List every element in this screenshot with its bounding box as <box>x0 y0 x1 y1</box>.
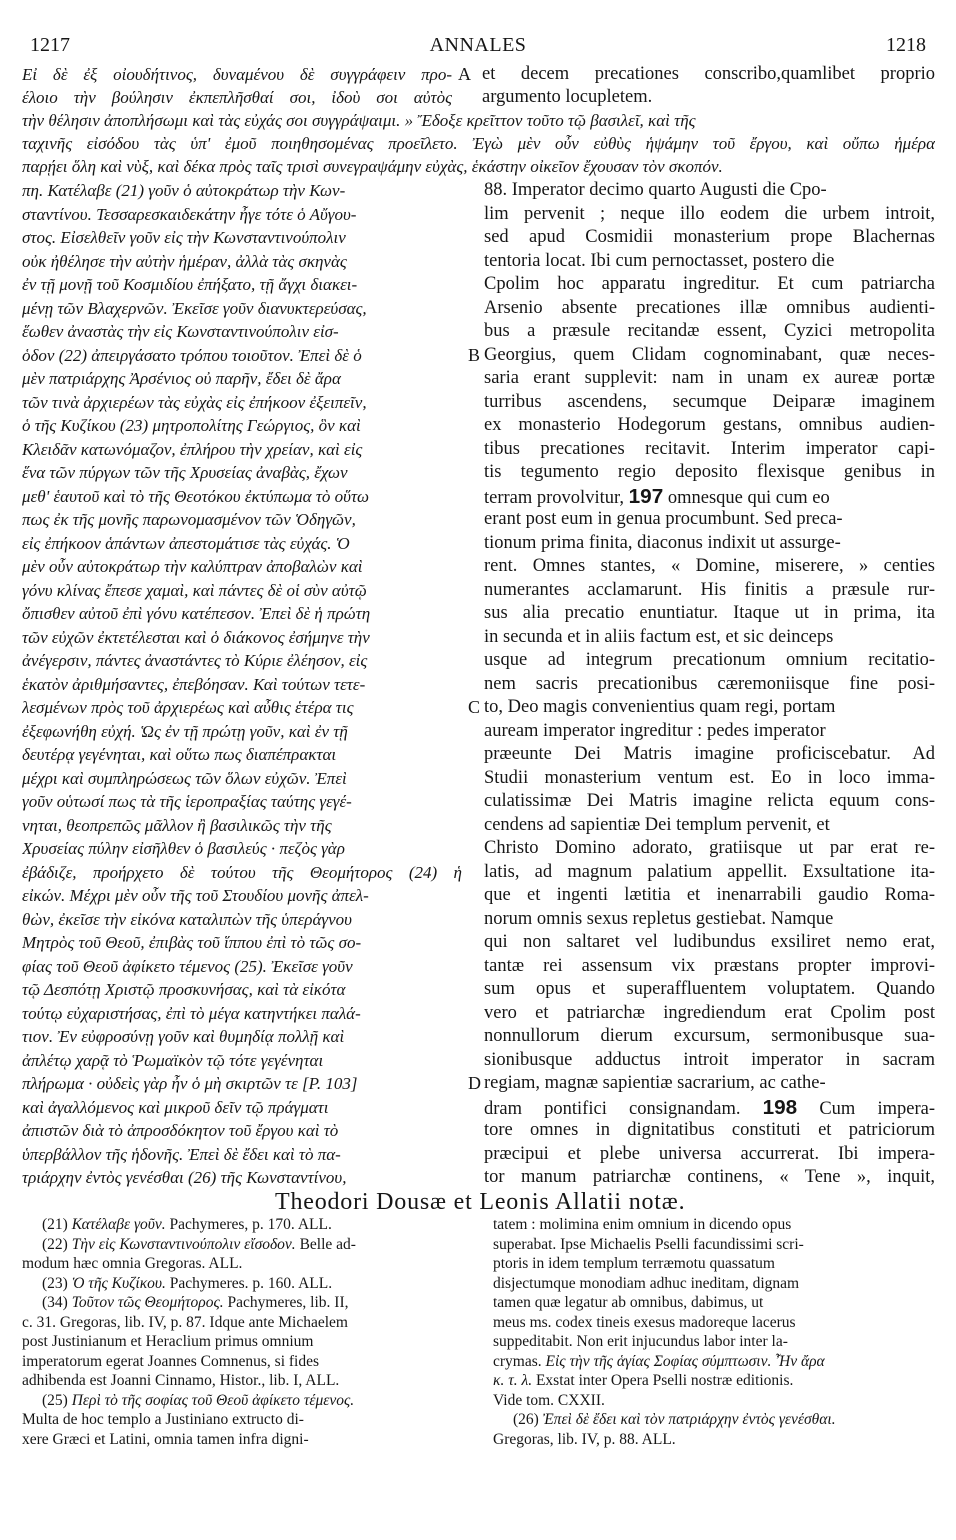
text-line: Studii monasterium ventum est. Eo in loco imma- <box>484 767 935 788</box>
text-line: saria erant supplevit: nam in unam ex aureæ portæ <box>484 368 935 388</box>
text-line: γόνυ κλίνας ἔπεσε χαμαὶ, καὶ πάντες δὲ οἱ σὺν αὐτῷ <box>22 580 367 600</box>
greek-run: Κατέλαβε γοῦν. <box>71 1216 170 1233</box>
text-line: σταντίνου. Τεσσαρεσκαιδεκάτην ἦγε τότε ὁ Αὔγου- <box>22 204 357 224</box>
footnote-line: Multa de hoc templo a Justiniano extructo di- <box>22 1411 304 1428</box>
text-line: εἰς ἐπήκοον ἁπάντων ἀπεστομάτισε τὰς εὐχάς. Ὁ <box>22 533 350 553</box>
text-line: sionibusque adductus introit imperator in sacram <box>484 1049 935 1070</box>
greek-run: Περὶ τὸ τῆς σοφίας τοῦ Θεοῦ ἀφίκετο τέμενος. <box>71 1391 355 1409</box>
text-line: μὲν πατριάρχης Ἀρσένιος οὐ παρῆν, ἔδει δὲ ἄρα <box>22 369 341 388</box>
intro-greek-full-width-text <box>22 109 935 178</box>
text-line: præcipui et plebe universa accurrerat. Ibi impera- <box>484 1143 935 1164</box>
page-number-left: 1217 <box>30 34 70 56</box>
running-title: ANNALES <box>429 34 527 56</box>
footnote-line: (22) Τὴν εἰς Κωνσταντινούπολιν εἴσοδον. Belle ad- <box>42 1235 356 1253</box>
footnote-line: xere Græci et Latini, omnia tamen infra digni- <box>22 1430 309 1448</box>
text-line: οὐκ ἠθέλησε τὴν αὐτὴν ἡμέραν, ἀλλὰ τὰς σκηνὰς <box>22 251 347 271</box>
text-line: τριάρχην ἐντὸς γενέσθαι (26) τῆς Κωνσταντίνου, <box>22 1168 347 1187</box>
text-line: στος. Εἰσελθεῖν γοῦν εἰς τὴν Κωνσταντινούπολιν <box>22 228 346 247</box>
page-number-right: 1218 <box>886 34 926 56</box>
text-line: turribus ascendens, secumque Deiparæ imaginem <box>484 391 935 412</box>
text-line: Εἰ δὲ ἐξ οἰουδήτινος, δυναμένου δὲ συγγράφειν προ- <box>22 65 452 84</box>
footnote-line: crymas. Εἰς τὴν τῆς ἁγίας Σοφίας σύμπτωσιν. Ἦν ἄρα <box>493 1352 825 1370</box>
text-line: Κλειδᾶν κατωνόμαζον, ἐπλήρου τὴν χρείαν, καὶ εἰς <box>22 439 363 459</box>
text-line: sed apud Cosmidii monasterium prope Blachernas <box>484 227 935 247</box>
text-line: ἀπιστῶν διὰ τὸ ἀπροσδόκητον τοῦ ἔργου καὶ τὸ <box>22 1121 339 1140</box>
footnote-line: (26) Ἐπεὶ δὲ ἔδει καὶ τὸν πατριάρχην ἐντὸς γενέσθαι. <box>513 1411 836 1428</box>
text-line: sus alia precatio enuntiatur. Itaque ut in prima, ita <box>484 603 935 623</box>
text-line: τῶν τινὰ ἀρχιερέων τὰς εὐχὰς εἰς ἐπήκοον ἐξειπεῖν, <box>22 392 367 412</box>
margin-letter: A <box>458 64 471 84</box>
text-line: norum omnis sexus repletus gestiebat. Namque <box>484 908 834 929</box>
text-line: latis, ad magnum palatium appellit. Exsultatione ita- <box>484 861 935 882</box>
footnote-line: tamen quæ legatur ab omnibus, dabimus, ut <box>493 1294 764 1311</box>
footnote-line: (23) Ὁ τῆς Κυζίκου. Pachymeres. p. 160. ALL. <box>42 1274 333 1292</box>
text-line: ταχινῆς εἰσόδου τὰς ὑπ' ἐμοῦ ποιηθησομένας προεῖλετο. Ἐγὼ μὲν οὖν εὐθὺς ἡψάμην τοῦ ἔργου, καὶ οὔπω ἡμέρα <box>22 134 935 153</box>
text-line: ἕωθεν ἀναστὰς τὴν εἰς Κωνσταντινούπολιν εἰσ- <box>22 322 339 341</box>
text-line: ὑπερβάλλον τῆς ἡδονῆς. Ἐπεὶ δὲ ἔδει καὶ τὸ πα- <box>22 1144 341 1164</box>
text-line: tore omnes in dignitatibus constituti et patriciorum <box>484 1120 935 1140</box>
text-line: ὁδον (22) ἀπειργάσατο τρόπου τοιοῦτον. Ἐπεὶ δὲ ὁ <box>22 345 362 365</box>
text-line: Μητρὸς τοῦ Θεοῦ, ἐπιβὰς τοῦ ἵππου ἐπὶ τὸ τῶς σο- <box>22 933 362 952</box>
text-line: tis tegumento regio deposito flexisque genibus in <box>484 462 935 482</box>
greek-run: Ὁ τῆς Κυζίκου. <box>71 1274 170 1292</box>
text-line: Arsenio absente precationes illæ omnibus audienti- <box>484 297 935 318</box>
text-line: θὼν, ἐκεῖσε τὴν εἰκόνα καταλιπὼν τῆς ὑπεράγνου <box>22 909 352 929</box>
footnote-line: disjectumque monodiam adhuc ineditam, dignam <box>493 1274 800 1292</box>
text-line: 88. Imperator decimo quarto Augusti die Cpo- <box>484 180 827 200</box>
greek-run: Τὴν εἰς Κωνσταντινούπολιν εἴσοδον. <box>71 1235 300 1253</box>
greek-run: Τοῦτον τῶς Θεομήτορος. <box>71 1294 228 1311</box>
footnotes-left-column <box>22 1215 470 1449</box>
text-line: rent. Omnes stantes, « Domine, miserere, » centies <box>484 556 935 576</box>
text-line: γοῦν οὑτωσί πως τὰ τῆς ἱεροπραξίας ταύτης γεγέ- <box>22 792 352 811</box>
text-line: ἐβάδιζε, προήρχετο δὲ τούτου τῆς Θεομήτορος (24) ἡ <box>22 862 462 882</box>
text-line: ἀνέγερσιν, πάντες ἀναστάντες τὸ Κύριε ἐλέησον, εἰς <box>22 651 368 670</box>
footnote-line: superabat. Ipse Michaelis Pselli facundissimi scri- <box>493 1235 804 1253</box>
text-run: omnesque qui cum eo <box>663 487 830 508</box>
text-line: vero et patriarchæ ingrediendum erat Cpolim post <box>484 1002 935 1023</box>
latin-translation-column <box>484 179 935 1190</box>
text-line: τιον. Ἐν εὐφροσύνῃ γοῦν καὶ θυμηδίᾳ πολλῇ καὶ <box>22 1027 345 1046</box>
text-line: Cpolim hoc apparatu ingreditur. Et cum patriarcha <box>484 274 935 294</box>
text-line: ὁ τῆς Κυζίκου (23) μητροπολίτης Γεώργιος, ὃν καὶ <box>22 416 361 435</box>
greek-run: κ. τ. λ. <box>493 1372 536 1389</box>
text-line: καὶ ἀγαλλόμενος καὶ μικροῦ δεῖν τῷ πράγματι <box>22 1097 329 1117</box>
text-line: έλοιο τὴν βούλησιν ἐκπεπλῆσθαί σοι, ἰδοὺ σοι αὐτὸς <box>22 88 452 107</box>
text-line: Christo Domino adorato, gratiisque ut par erat re- <box>484 838 935 858</box>
text-line: παρῄει ὅλη καὶ νὺξ, καὶ δέκα πρὸς ταῖς τρισὶ συνεγραψάμην εὐχὰς, ἑκάστην οἰκεῖον ἔχουσαν τὸν σκοπόν. <box>22 157 723 176</box>
text-line: νηται, θεοπρεπῶς μᾶλλον ἢ βασιλικῶς τὴν τῆς <box>22 815 332 835</box>
text-line: πη. Κατέλαβε (21) γοῦν ὁ αὐτοκράτωρ τὴν Κων- <box>22 181 346 200</box>
text-line: λεσμένων πρὸς τοῦ ἀρχιερέως καὶ αὖθις ἑτέρα τις <box>22 698 354 717</box>
text-line: tionum prima finita, diaconus indixit ut assurge- <box>484 532 841 553</box>
text-line: auream imperator ingreditur : pedes imperator <box>484 720 826 741</box>
footnote-line: ptoris in idem templum terræmotu quassatum <box>493 1255 775 1272</box>
text-line: nem sacris precationibus cæremoniisque fine posi- <box>484 673 935 694</box>
text-line: qui non saltaret vel ludibundus exsiliret nemo erat, <box>484 932 935 952</box>
text-line: εἰκών. Μέχρι μὲν οὖν τῆς τοῦ Στουδίου μονῆς ἀπελ- <box>22 886 369 905</box>
text-line: τὴν θέλησιν ἀποπλήσωμι καὶ τὰς εὐχάς σοι συγγράψαιμι. » Ἔδοξε κρεῖττον τοῦτο τῷ βασιλεῖ, καὶ τῆς <box>22 111 696 130</box>
text-line <box>484 1096 935 1120</box>
text-line: ἐξεφωνήθη εὐχή. Ὡς ἐν τῇ πρώτῃ γοῦν, καὶ ἐν τῇ <box>22 721 348 741</box>
intro-latin-text <box>482 63 935 109</box>
margin-letter: D <box>468 1073 481 1093</box>
text-line: πλήρωμα · οὐδεὶς γὰρ ἦν ὁ μὴ σκιρτῶν τε [P. 103] <box>22 1074 358 1093</box>
footnote-line: Gregoras, lib. IV, p. 88. ALL. <box>493 1430 676 1448</box>
footnote-line: (21) Κατέλαβε γοῦν. Pachymeres, p. 170. ALL. <box>42 1216 332 1233</box>
text-line: usque ad integrum precationum omnium recitatio- <box>484 650 935 670</box>
margin-letter: C <box>468 697 481 717</box>
text-line: μὲν οὖν αὐτοκράτωρ τὴν καλύπτραν ἀποβαλὼν καὶ <box>22 557 363 576</box>
margin-letter: B <box>468 344 481 365</box>
text-line: cendens ad sapientiæ Dei templum pervenit, et <box>484 814 830 835</box>
text-line: ἐν τῇ μονῇ τοῦ Κοσμιδίου ἐπήξατο, τῇ ἄγχι διακει- <box>22 275 358 294</box>
footnote-line: adhibenda est Joanni Cinnamo, Histor., lib. I, ALL. <box>22 1372 340 1389</box>
notes-heading: Theodori Dousæ et Leonis Allatii notæ. <box>275 1189 686 1215</box>
text-run: Cum impera- <box>797 1098 935 1119</box>
text-line: ὄπισθεν αὐτοῦ ἐπὶ γόνυ κατέπεσον. Ἐπεὶ δὲ ἡ πρώτη <box>22 604 371 623</box>
footnote-line: κ. τ. λ. Exstat inter Opera Pselli nostræ editionis. <box>493 1372 794 1389</box>
text-line: sum opus et superaffluentem voluptatem. Quando <box>484 979 935 999</box>
text-line: bus a præsule recitandæ essent, Cyzici metropolita <box>484 321 935 341</box>
greek-run: Εἰς τὴν τῆς ἁγίας Σοφίας σύμπτωσιν. Ἦν ἄρα <box>545 1352 825 1370</box>
text-line: δευτέρᾳ γεγένηται, καὶ οὕτω πως διαπέπρακται <box>22 745 337 764</box>
footnote-line: imperatorum egerat Joannes Comnenus, si fides <box>22 1352 320 1370</box>
text-line: regiam, magnæ sapientiæ sacrarium, ac cathe- <box>484 1073 826 1093</box>
text-line: tor manum patriarchæ continens, « Tene », inquit, <box>484 1167 935 1187</box>
footnote-line: Vide tom. CXXII. <box>493 1391 605 1409</box>
text-line: φίας τοῦ Θεοῦ ἀφίκετο τέμενος (25). Ἐκεῖσε γοῦν <box>22 956 353 976</box>
text-line: numerantes acclamarunt. His finitis a præsule rur- <box>484 579 935 600</box>
text-line: tantæ rei assensum vix præstans propter improvi- <box>484 955 935 976</box>
text-line: præeunte Dei Matris imagine proficiscebatur. Ad <box>484 744 935 764</box>
text-line: argumento locupletem. <box>482 87 653 107</box>
text-line: nonnullorum dierum excursum, sermonibusque sua- <box>484 1026 935 1046</box>
text-line: τῶν εὐχῶν ἐκτετέλεσται καὶ ὁ διάκονος ἐσήμηνε τὴν <box>22 627 370 647</box>
text-line: τῷ Δεσπότῃ Χριστῷ προσκυνήσας, καὶ τὰ εἰκότα <box>22 980 346 999</box>
text-line: erant post eum in genua procumbunt. Sed preca- <box>484 509 843 529</box>
text-line: lim pervenit ; neque illo eodem die urbem introit, <box>484 203 935 224</box>
text-line: μεθ' ἑαυτοῦ καὶ τὸ τῆς Θεοτόκου ἐκτύπωμα τὸ οὕτω <box>22 486 370 506</box>
running-header <box>0 32 956 58</box>
text-line <box>484 485 935 509</box>
text-line: tentoria locat. Ibi cum pernoctasset, postero die <box>484 250 835 271</box>
text-line: ex monasterio Hodegorum gestans, omnibus audien- <box>484 415 935 435</box>
footnotes-right-column <box>493 1215 935 1449</box>
section-number: 198 <box>762 1095 798 1119</box>
text-line: tibus precationes recitavit. Interim imperator capi- <box>484 438 935 459</box>
text-line: τούτῳ εὐχαριστήσας, ἐπὶ τὸ μέγα κατηντήκει παλά- <box>22 1003 361 1023</box>
text-line: in secunda et in aliis factum est, et sic deinceps <box>484 626 834 647</box>
text-run: terram provolvitur, <box>484 487 629 508</box>
text-line: Χρυσείας πύλην εἰσῆλθεν ὁ βασιλεύς · πεζὸς γὰρ <box>22 839 345 858</box>
text-line: et decem precationes conscribo,quamlibet proprio <box>482 64 935 84</box>
footnote-line: (25) Περὶ τὸ τῆς σοφίας τοῦ Θεοῦ ἀφίκετο τέμενος. <box>42 1391 355 1409</box>
text-line: que et ingenti lætitia et inenarrabili gaudio Roma- <box>484 885 935 905</box>
footnote-line: c. 31. Gregoras, lib. IV, p. 87. Idque ante Michaelem <box>22 1313 348 1331</box>
footnote-line: post Justinianum et Heraclium primus omnium <box>22 1333 314 1350</box>
footnote-line: meus ms. codex tineis exesus madoreque lacerus <box>493 1313 796 1331</box>
text-run: dram pontifici consignandam. <box>484 1098 763 1119</box>
footnote-line: modum hæc omnia Gregoras. ALL. <box>22 1255 243 1272</box>
footnote-line: suppeditabit. Non erit injucundus labor inter la- <box>493 1333 788 1350</box>
text-line: ἑκατὸν ἀριθμήσαντες, ἐπεβόησαν. Καὶ τούτων τετε- <box>22 674 366 694</box>
text-line: Georgius, quem Clidam cognominabant, quæ neces- <box>484 344 935 365</box>
greek-text-column <box>22 179 481 1190</box>
greek-run: Ἐπεὶ δὲ ἔδει καὶ τὸν πατριάρχην ἐντὸς γενέσθαι. <box>542 1411 836 1428</box>
footnote-line: tatem : molimina enim omnium in dicendo opus <box>493 1216 792 1233</box>
text-line: ἀπλέτῳ χαρᾷ τὸ Ῥωμαϊκὸν τῷ τότε γεγένηται <box>22 1050 324 1070</box>
text-line: μέχρι καὶ συμπληρώσεως τῶν ὅλων εὐχῶν. Ἐπεὶ <box>22 768 347 788</box>
footnote-line: (34) Τοῦτον τῶς Θεομήτορος. Pachymeres, lib. II, <box>42 1294 349 1311</box>
section-number: 197 <box>628 484 664 508</box>
intro-greek-text <box>22 63 452 109</box>
text-line: ἕνα τῶν πύργων τῶν τῆς Χρυσείας ἀναβὰς, ἔχων <box>22 463 348 482</box>
text-line: μένῃ τῶν Βλαχερνῶν. Ἐκεῖσε γοῦν διανυκτερεύσας, <box>22 298 367 318</box>
text-line: πως ἐκ τῆς μονῆς παρωνομασμένον τῶν Ὁδηγῶν, <box>22 510 356 529</box>
text-line: culatissimæ Dei Matris imagine relicta equum cons- <box>484 791 935 811</box>
text-line: to, Deo magis convenientius quam regi, portam <box>484 697 836 717</box>
